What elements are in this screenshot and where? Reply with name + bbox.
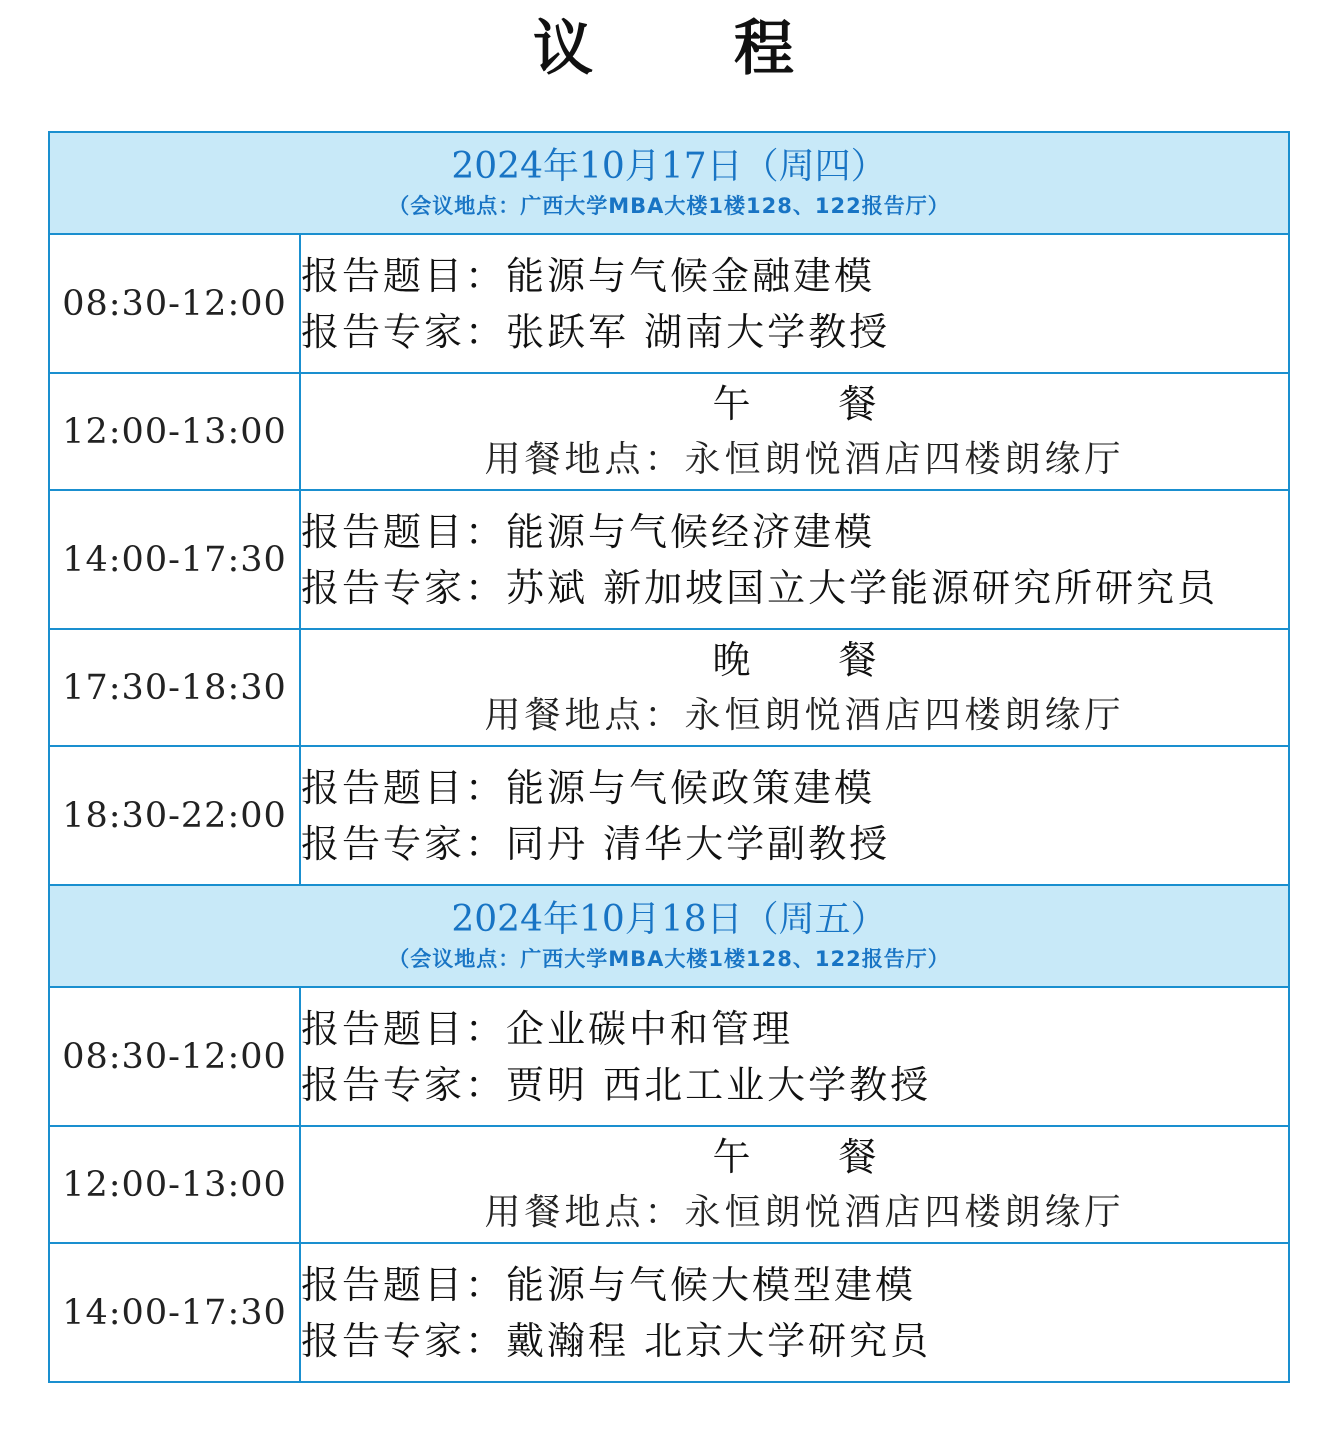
talk-speaker: 报告专家：苏斌 新加坡国立大学能源研究所研究员 (301, 565, 1219, 610)
day-date: 2024年10月18日（周五） (451, 899, 887, 940)
session-meal (300, 373, 1289, 490)
meal-name: 午 餐 (712, 1134, 915, 1179)
meal-row (49, 373, 1289, 490)
session-row (49, 490, 1289, 629)
meal-row (49, 629, 1289, 746)
session-time: 14:00-17:30 (49, 1243, 300, 1382)
session-talk (300, 234, 1289, 373)
talk-speaker: 报告专家：戴瀚程 北京大学研究员 (301, 1318, 932, 1363)
talk-speaker: 报告专家：张跃军 湖南大学教授 (301, 309, 891, 354)
meal-location: 用餐地点：永恒朗悦酒店四楼朗缘厅 (484, 694, 1125, 736)
session-time: 08:30-12:00 (49, 234, 300, 373)
talk-topic: 报告题目：企业碳中和管理 (301, 1006, 794, 1051)
talk-topic: 报告题目：能源与气候政策建模 (301, 765, 876, 810)
talk-speaker: 报告专家：同丹 清华大学副教授 (301, 821, 891, 866)
talk-speaker: 报告专家：贾明 西北工业大学教授 (301, 1062, 932, 1107)
talk-topic: 报告题目：能源与气候经济建模 (301, 509, 876, 554)
agenda-table (48, 131, 1290, 1383)
meal-name: 晚 餐 (712, 637, 915, 682)
day-location: （会议地点：广西大学MBA大楼1楼128、122报告厅） (388, 947, 950, 971)
session-row (49, 987, 1289, 1126)
day-header-cell (49, 132, 1289, 234)
session-talk (300, 746, 1289, 885)
session-time: 12:00-13:00 (49, 1126, 300, 1243)
session-talk (300, 987, 1289, 1126)
day-header-cell (49, 885, 1289, 987)
day-header-row (49, 885, 1289, 987)
session-row (49, 234, 1289, 373)
day-location: （会议地点：广西大学MBA大楼1楼128、122报告厅） (388, 194, 950, 218)
page-title: 议 程 (533, 14, 854, 84)
meal-name: 午 餐 (712, 381, 915, 426)
session-meal (300, 629, 1289, 746)
session-row (49, 1243, 1289, 1382)
talk-topic: 报告题目：能源与气候大模型建模 (301, 1262, 917, 1307)
meal-location: 用餐地点：永恒朗悦酒店四楼朗缘厅 (484, 1191, 1125, 1233)
day-header-row (49, 132, 1289, 234)
session-time: 17:30-18:30 (49, 629, 300, 746)
session-meal (300, 1126, 1289, 1243)
session-row (49, 746, 1289, 885)
session-time: 08:30-12:00 (49, 987, 300, 1126)
session-time: 12:00-13:00 (49, 373, 300, 490)
session-time: 14:00-17:30 (49, 490, 300, 629)
meal-row (49, 1126, 1289, 1243)
day-date: 2024年10月17日（周四） (451, 146, 887, 187)
session-talk (300, 490, 1289, 629)
talk-topic: 报告题目：能源与气候金融建模 (301, 253, 876, 298)
session-talk (300, 1243, 1289, 1382)
meal-location: 用餐地点：永恒朗悦酒店四楼朗缘厅 (484, 438, 1125, 480)
session-time: 18:30-22:00 (49, 746, 300, 885)
